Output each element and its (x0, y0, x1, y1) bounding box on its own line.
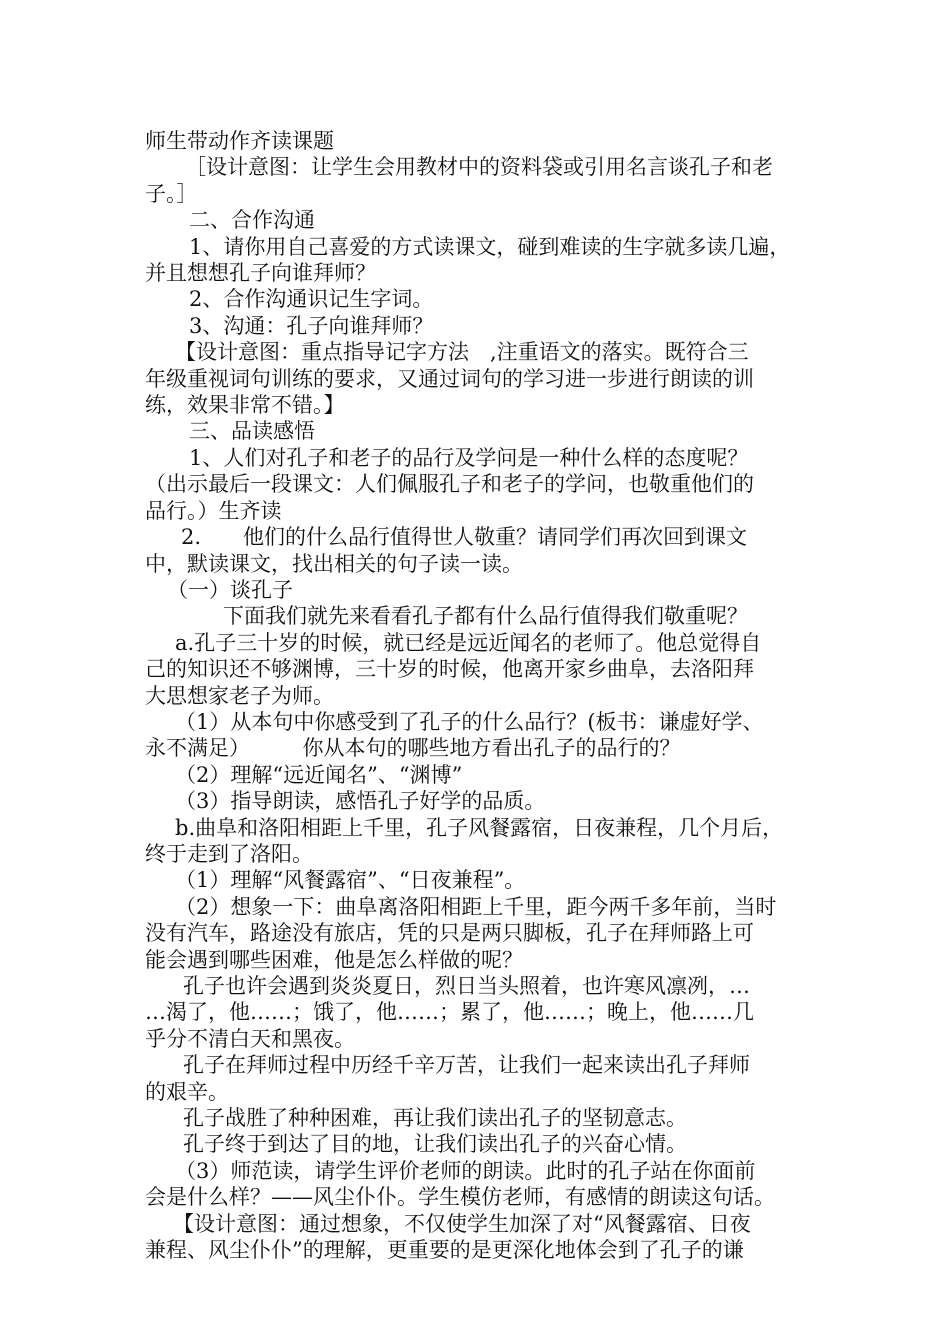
text-line: 孔子也许会遇到炎炎夏日，烈日当头照着，也许寒风凛冽，… (183, 974, 750, 998)
text-line: 2、合作沟通识记生字词。 (189, 287, 434, 312)
text-line: a.孔子三十岁的时候，就已经是远近闻名的老师了。他总觉得自 (175, 630, 762, 655)
text-line: 品行。）生齐读 (145, 498, 282, 523)
text-line: （2）想象一下：曲阜离洛阳相距上千里，距今两千多年前，当时 (175, 894, 777, 919)
text-line: 二、合作沟通 (189, 208, 315, 233)
text-line: 1、人们对孔子和老子的品行及学问是一种什么样的态度呢？ (189, 445, 749, 470)
text-line: 并且想想孔子向谁拜师？ (145, 261, 376, 286)
text-line: 练，效果非常不错。】 (145, 393, 345, 418)
text-line: 的艰辛。 (145, 1079, 229, 1104)
text-line: 大思想家老子为师。 (145, 683, 334, 708)
text-line: 兼程、风尘仆仆”的理解，更重要的是更深化地体会到了孔子的谦 (145, 1238, 744, 1263)
text-line: ［设计意图：让学生会用教材中的资料袋或引用名言谈孔子和老 (185, 155, 773, 180)
text-line: 永不满足） 你从本句的哪些地方看出孔子的品行的？ (145, 736, 681, 761)
text-line: 能会遇到哪些困难，他是怎么样做的呢？ (145, 947, 523, 972)
document-body (145, 128, 813, 1263)
text-line: b.曲阜和洛阳相距上千里，孔子风餐露宿，日夜兼程，几个月后， (175, 815, 784, 840)
text-line: 2. 他们的什么品行值得世人敬重？请同学们再次回到课文 (181, 525, 748, 550)
text-line: （1）理解“风餐露宿”、“日夜兼程”。 (175, 868, 526, 893)
text-line: 1、请你用自己喜爱的方式读课文，碰到难读的生字就多读几遍， (189, 234, 791, 259)
text-line: 终于走到了洛阳。 (145, 841, 313, 866)
text-line: 乎分不清白天和黑夜。 (145, 1026, 355, 1051)
text-line: 三、品读感悟 (189, 419, 315, 444)
text-line: 【设计意图：重点指导记字方法 ,注重语文的落实。既符合三 (175, 340, 749, 365)
text-line: （2）理解“远近闻名”、“渊博” (175, 762, 463, 787)
text-line: （3）指导朗读，感悟孔子好学的品质。 (175, 789, 546, 814)
text-line: （1）从本句中你感受到了孔子的什么品行？(板书：谦虚好学、 (175, 709, 764, 734)
text-line: 会是什么样？——风尘仆仆。学生模仿老师，有感情的朗读这句话。 (145, 1185, 775, 1210)
text-line: 孔子战胜了种种困难，再让我们读出孔子的坚韧意志。 (183, 1106, 687, 1131)
text-line: 孔子终于到达了目的地，让我们读出孔子的兴奋心情。 (183, 1132, 687, 1157)
text-line: （一）谈孔子 (167, 577, 293, 602)
text-line: 没有汽车，路途没有旅店，凭的只是两只脚板，孔子在拜师路上可 (145, 921, 754, 946)
text-line: 3、沟通：孔子向谁拜师？ (189, 313, 434, 338)
text-line: 【设计意图：通过想象，不仅使学生加深了对“风餐露宿、日夜 (173, 1211, 751, 1236)
text-line: （出示最后一段课文：人们佩服孔子和老子的学问，也敬重他们的 (145, 472, 754, 497)
text-line: （3）师范读，请学生评价老师的朗读。此时的孔子站在你面前 (175, 1158, 756, 1183)
text-line: 中，默读课文，找出相关的句子读一读。 (145, 551, 523, 576)
text-line: 师生带动作齐读课题 (145, 129, 334, 153)
text-line: 年级重视词句训练的要求，又通过词句的学习进一步进行朗读的训 (145, 366, 754, 391)
text-line: …渴了，他……；饿了，他……；累了，他……；晚上，他……几 (145, 1000, 754, 1025)
text-line: 己的知识还不够渊博，三十岁的时候，他离开家乡曲阜，去洛阳拜 (145, 657, 754, 682)
text-line: 下面我们就先来看看孔子都有什么品行值得我们敬重呢？ (223, 604, 748, 629)
text-line: 子。］ (145, 181, 198, 206)
text-line: 孔子在拜师过程中历经千辛万苦，让我们一起来读出孔子拜师 (183, 1053, 750, 1078)
